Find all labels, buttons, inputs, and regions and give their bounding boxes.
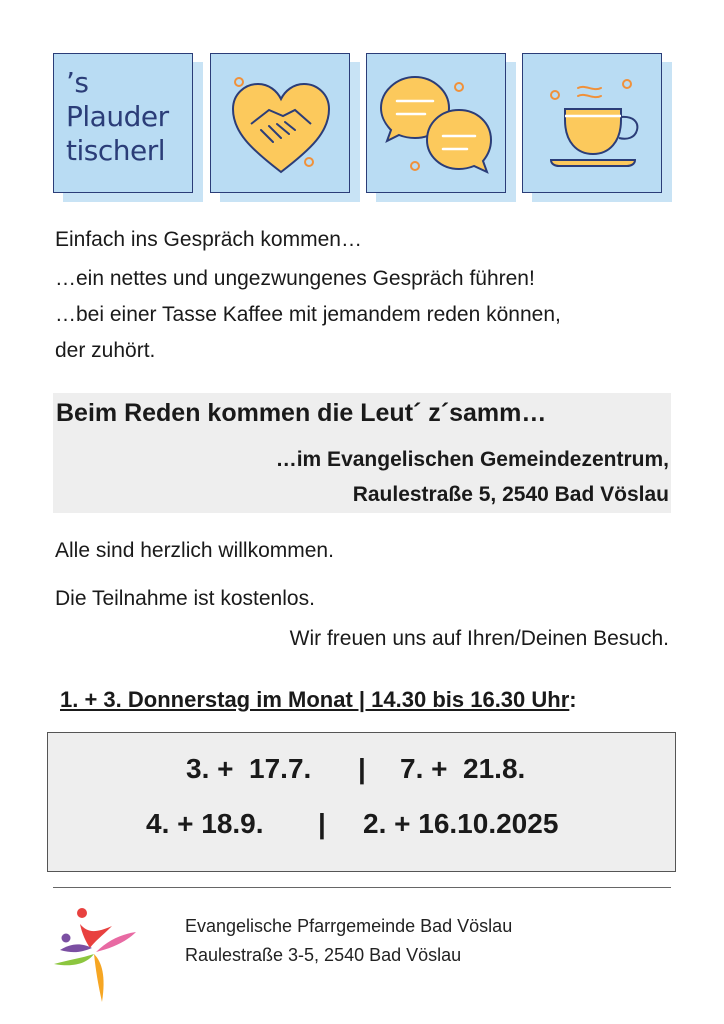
date-row1-left: 3. + 17.7. bbox=[186, 753, 312, 784]
welcome-line: Die Teilnahme ist kostenlos. bbox=[55, 587, 315, 610]
schedule-heading-text: 1. + 3. Donnerstag im Monat | 14.30 bis 16.30 Uhr bbox=[60, 687, 570, 712]
date-row1-separator: | bbox=[358, 753, 366, 784]
date-row2-separator: | bbox=[318, 808, 326, 839]
welcome-line: Alle sind herzlich willkommen. bbox=[55, 539, 334, 562]
schedule-heading bbox=[60, 686, 577, 714]
heart-handshake-icon bbox=[211, 54, 351, 194]
footer-org: Evangelische Pfarrgemeinde Bad Vöslau bbox=[185, 916, 513, 936]
church-logo-icon bbox=[52, 902, 142, 1007]
intro-line: …bei einer Tasse Kaffee mit jemandem reden können, bbox=[55, 303, 561, 326]
logo-tile bbox=[53, 53, 193, 193]
schedule-heading-suffix: : bbox=[569, 687, 577, 712]
date-row2-right: 2. + 16.10.2025 bbox=[363, 808, 559, 839]
coffee-cup-icon bbox=[523, 54, 663, 194]
logo-line: Plauder bbox=[66, 100, 169, 133]
speech-bubbles-tile bbox=[366, 53, 506, 193]
intro-line: …ein nettes und ungezwungenes Gespräch führen! bbox=[55, 267, 535, 290]
intro-line: Einfach ins Gespräch kommen… bbox=[55, 228, 362, 251]
date-row1-right: 7. + 21.8. bbox=[400, 753, 526, 784]
intro-line: der zuhört. bbox=[55, 339, 156, 362]
headline: Beim Reden kommen die Leut´ z´samm… bbox=[56, 399, 547, 427]
heart-handshake-tile bbox=[210, 53, 350, 193]
logo-line: ’s bbox=[66, 66, 89, 99]
footer-divider bbox=[53, 887, 671, 888]
logo-text bbox=[66, 66, 169, 168]
date-row2-left: 4. + 18.9. bbox=[146, 808, 264, 839]
welcome-line: Wir freuen uns auf Ihren/Deinen Besuch. bbox=[289, 627, 669, 650]
footer-address: Raulestraße 3-5, 2540 Bad Vöslau bbox=[185, 945, 462, 965]
dates-box bbox=[47, 732, 676, 872]
coffee-cup-tile bbox=[522, 53, 662, 193]
location-line: Raulestraße 5, 2540 Bad Vöslau bbox=[352, 483, 669, 506]
location-line: …im Evangelischen Gemeindezentrum, bbox=[275, 448, 669, 471]
speech-bubbles-icon bbox=[367, 54, 507, 194]
logo-line: tischerl bbox=[66, 134, 166, 167]
